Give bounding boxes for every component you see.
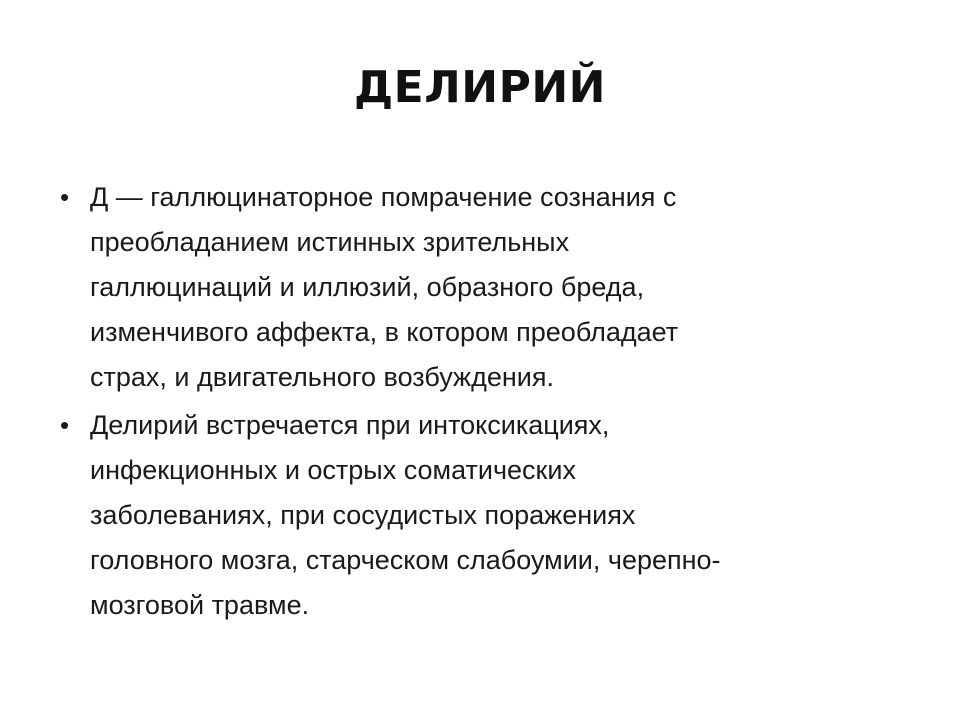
slide-title: ДЕЛИРИЙ — [353, 62, 606, 113]
bullet-item-causes — [60, 403, 880, 628]
bullet-marker-icon: • — [60, 182, 70, 212]
bullet-list — [60, 175, 880, 628]
bullet-text-definition: Д — галлюцинаторное помрачение сознания с преобладанием истинных зрительных галлюцинаций и иллюзий, образного бреда, изменчивого аффекта, в котором преобладает страх, и двигательного возбуждения. — [90, 182, 679, 392]
bullet-text-causes: Делирий встречается при интоксикациях, инфекционных и острых соматических заболеваниях, при сосудистых поражениях головного мозга, старческом слабоумии, черепно- мозговой травме. — [90, 410, 721, 620]
bullet-marker-icon: • — [60, 410, 70, 440]
bullet-item-definition — [60, 175, 880, 400]
